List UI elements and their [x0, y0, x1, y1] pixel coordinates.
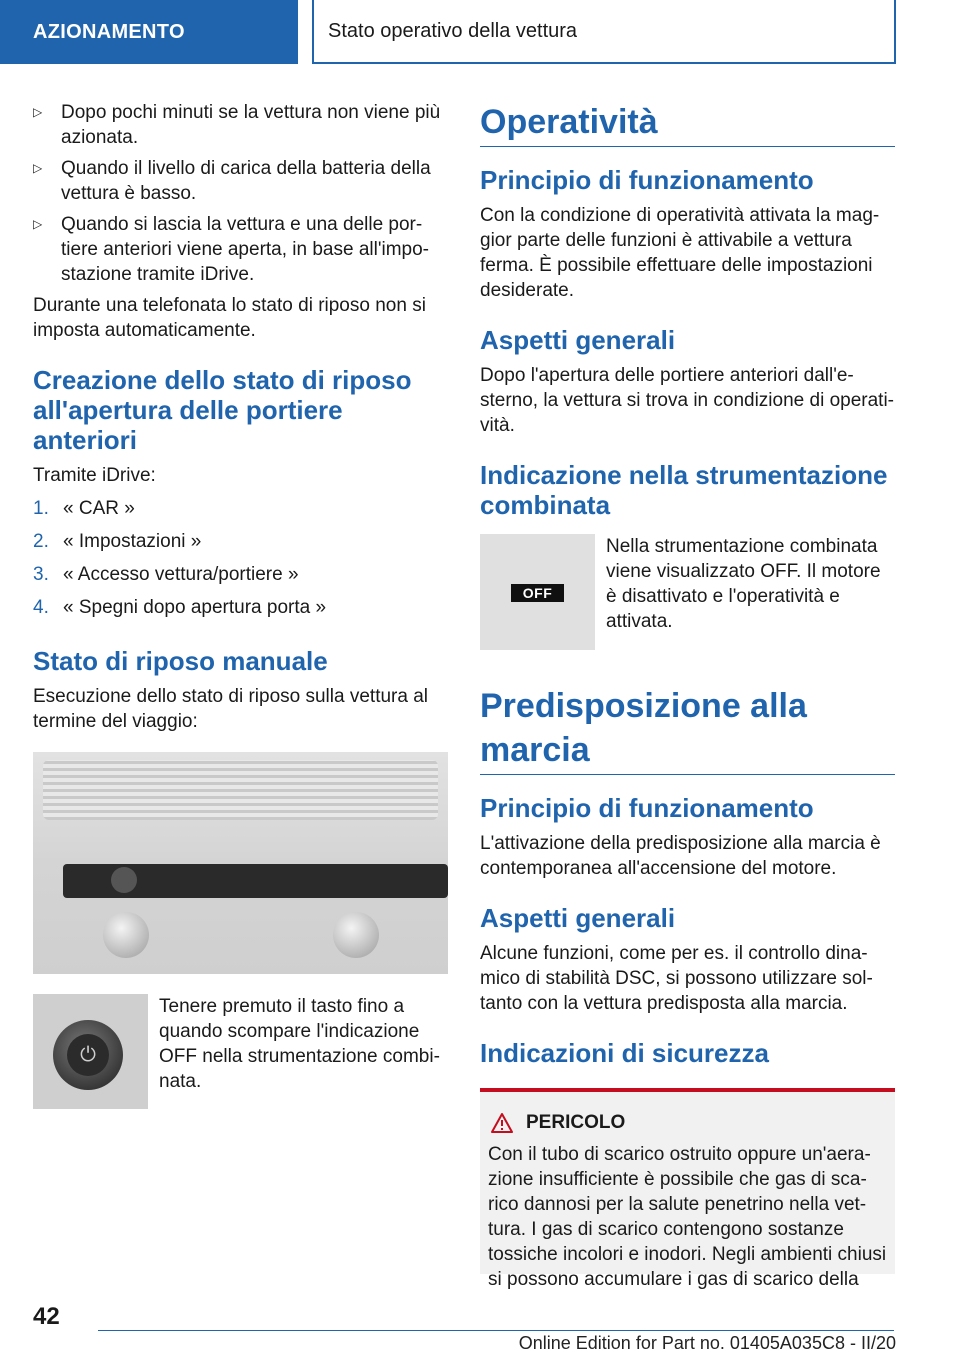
- triangle-bullet-icon: ▷: [33, 105, 43, 119]
- danger-header: [488, 1112, 887, 1134]
- left-column: [33, 100, 448, 1109]
- tuning-knob: [333, 912, 379, 958]
- air-vent: [43, 760, 438, 820]
- radio-panel-image: [33, 752, 448, 974]
- figure-row: [33, 994, 448, 1109]
- section-heading: Indicazione nella strumentazione combinata: [480, 460, 888, 520]
- numbered-list: [33, 492, 448, 624]
- figure-row: [480, 534, 895, 650]
- instrument-display-image: [480, 534, 595, 650]
- paragraph: Dopo l'apertura delle portiere anteriori dall'esterno, la vettura si trova in condizione di operatività.: [480, 365, 894, 436]
- volume-knob: [103, 912, 149, 958]
- paragraph: Durante una telefonata lo stato di riposo non si imposta automaticamente.: [33, 295, 426, 341]
- chapter-heading: Operatività: [480, 100, 895, 147]
- list-item: 2. « Impostazioni »: [33, 530, 202, 552]
- figure-caption: Tenere premuto il tasto fino a quando scompare l'indicazione OFF nella strumentazione combinata.: [159, 996, 440, 1092]
- danger-label: PERICOLO: [526, 1112, 626, 1133]
- list-item: ▷ Quando si lascia la vettura e una delle portiere anteriori viene aperta, in base all'impostazione tramite iDrive.: [33, 214, 429, 285]
- footer-edition: Online Edition for Part no. 01405A035C8 - II/20: [518, 1333, 896, 1353]
- section-heading: Aspetti generali: [480, 903, 676, 933]
- list-item: ▷ Dopo pochi minuti se la vettura non viene più azionata.: [33, 102, 441, 148]
- paragraph: L'attivazione della predisposizione alla marcia è contemporanea all'accensione del motore.: [480, 833, 881, 879]
- paragraph: Con la condizione di operatività attivata la maggior parte delle funzioni è attivabile a vettura ferma. È possibile effettuare delle impostazioni desiderate.: [480, 205, 880, 301]
- section-heading: Indicazioni di sicurezza: [480, 1038, 769, 1068]
- power-knob-image: [33, 994, 148, 1109]
- danger-text: Con il tubo di scarico ostruito oppure un'aerazione insufficiente è possibile che gas di scarico dannosi per la salute penetrino nella vettura. I gas di scarico contengono sostanze tossiche incolori e inodori. Negli ambienti chiusi si possono accumulare i gas di scarico della: [488, 1144, 887, 1290]
- warning-triangle-icon: [490, 1112, 514, 1134]
- off-indicator: OFF: [511, 584, 564, 602]
- paragraph: Alcune funzioni, come per es. il controllo dinamico di stabilità DSC, si possono utilizzare soltanto con la vettura predisposta alla marcia.: [480, 943, 873, 1014]
- list-item: 1. « CAR »: [33, 497, 135, 519]
- power-icon: ⏻: [67, 1034, 109, 1076]
- section-heading: Principio di funzionamento: [480, 165, 814, 195]
- section-tab: AZIONAMENTO: [0, 0, 298, 64]
- footer-divider: [98, 1330, 894, 1331]
- list-item: 4. « Spegni dopo apertura porta »: [33, 596, 327, 618]
- section-heading: Aspetti generali: [480, 325, 676, 355]
- figure-caption: Nella strumentazione combinata viene visualizzato OFF. Il motore è disattivato e l'operatività e attivata.: [606, 536, 881, 632]
- chapter-heading: Predisposizione alla marcia: [480, 684, 895, 775]
- danger-box: [480, 1088, 895, 1290]
- section-heading: Stato di riposo manuale: [33, 646, 328, 676]
- right-column: [480, 100, 895, 1290]
- chapter-title: Stato operativo della vettura: [312, 0, 896, 64]
- paragraph: Tramite iDrive:: [33, 465, 156, 486]
- list-item: ▷ Quando il livello di carica della batteria della vettura è basso.: [33, 158, 431, 204]
- page-number: 42: [33, 1303, 60, 1330]
- list-item: 3. « Accesso vettura/portiere »: [33, 563, 299, 585]
- triangle-bullet-icon: ▷: [33, 217, 43, 231]
- section-heading: Principio di funzionamento: [480, 793, 814, 823]
- triangle-bullet-icon: ▷: [33, 161, 43, 175]
- power-button: [111, 867, 137, 893]
- paragraph: Esecuzione dello stato di riposo sulla vettura al termine del viaggio:: [33, 686, 429, 732]
- section-heading: Creazione dello stato di riposo all'apertura delle portiere anteriori: [33, 365, 412, 455]
